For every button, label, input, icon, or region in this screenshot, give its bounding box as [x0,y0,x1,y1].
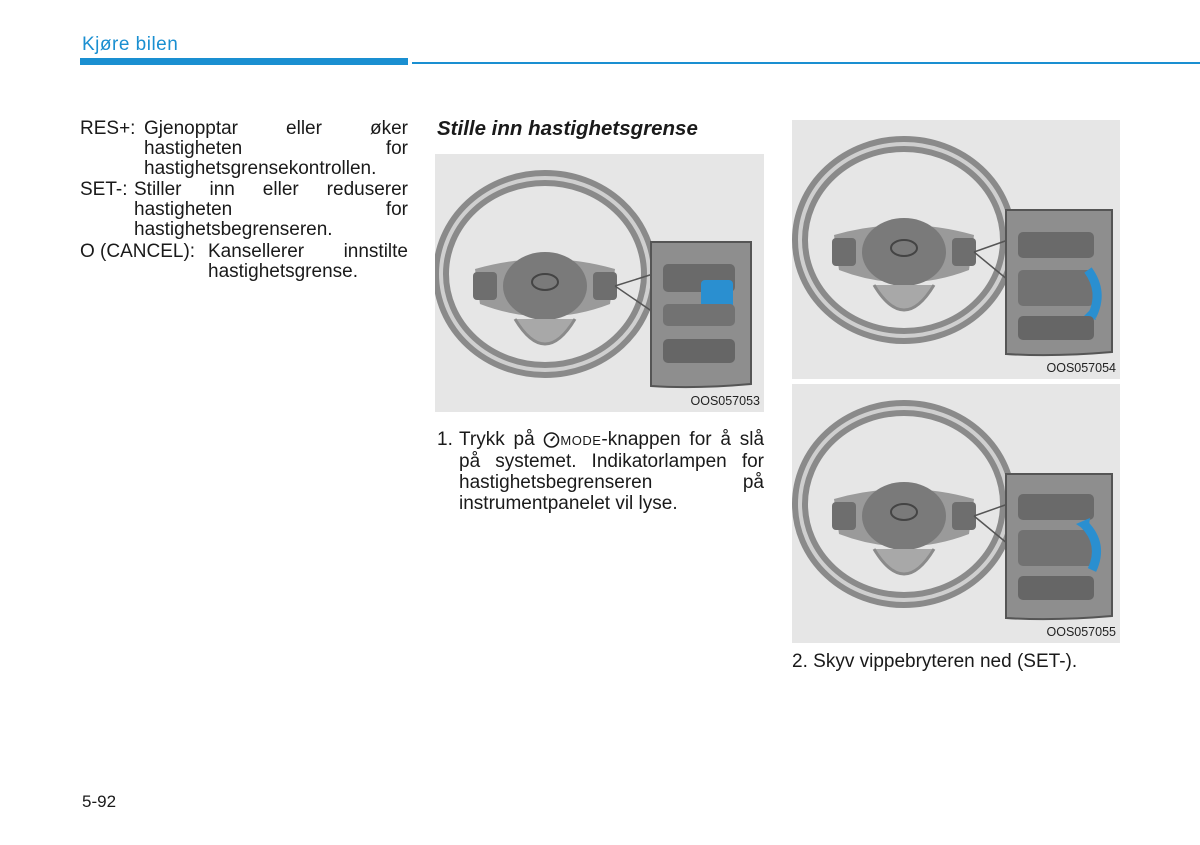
step-1-text-after: -knappen for å slå på systemet. Indikatorlampen for hastighetsbegrenseren på instrumentpanelet vil lyse. [459,429,765,514]
step-1-text [459,429,764,514]
figure-code: OOS057053 [690,394,760,408]
figure-code: OOS057054 [1046,361,1116,375]
section-heading: Stille inn hastighetsgrense [437,117,698,140]
header-accent-bar [80,58,408,65]
definition-res-plus [80,119,408,179]
definition-description: Gjenopptar eller øker hastigheten for hastighetsgrensekontrollen. [144,118,408,179]
steering-wheel-figure-set-minus-alt [792,384,1120,643]
steering-wheel-figure-set-minus [792,120,1120,379]
definition-term: O (CANCEL): [80,241,196,262]
definition-description: Kansellerer innstilte hastighetsgrense. [208,241,408,282]
step-2-text: Skyv vippebryteren ned (SET-). [813,651,1078,672]
definition-cancel [80,242,408,282]
section-header-title: Kjøre bilen [82,34,179,55]
figure-code: OOS057055 [1046,625,1116,639]
definition-description: Stiller inn eller reduserer hastigheten for hastighetsbegrenseren. [134,179,408,240]
speedometer-icon [543,431,560,448]
header-rule [412,62,1200,64]
steering-wheel-illustration [792,120,1120,379]
steering-wheel-illustration [435,154,764,412]
step-1 [437,429,764,514]
steering-wheel-figure-mode-button [435,154,764,412]
step-1-text-before: Trykk på [459,429,535,450]
step-number: 1. [437,429,453,450]
step-2 [792,651,1120,672]
step-number: 2. [792,651,808,672]
definition-term: RES+: [80,118,136,139]
page-number: 5-92 [82,792,117,811]
definition-term: SET-: [80,179,128,200]
mode-button-label: MODE [560,433,602,448]
definition-set-minus [80,180,408,240]
steering-wheel-illustration [792,384,1120,643]
